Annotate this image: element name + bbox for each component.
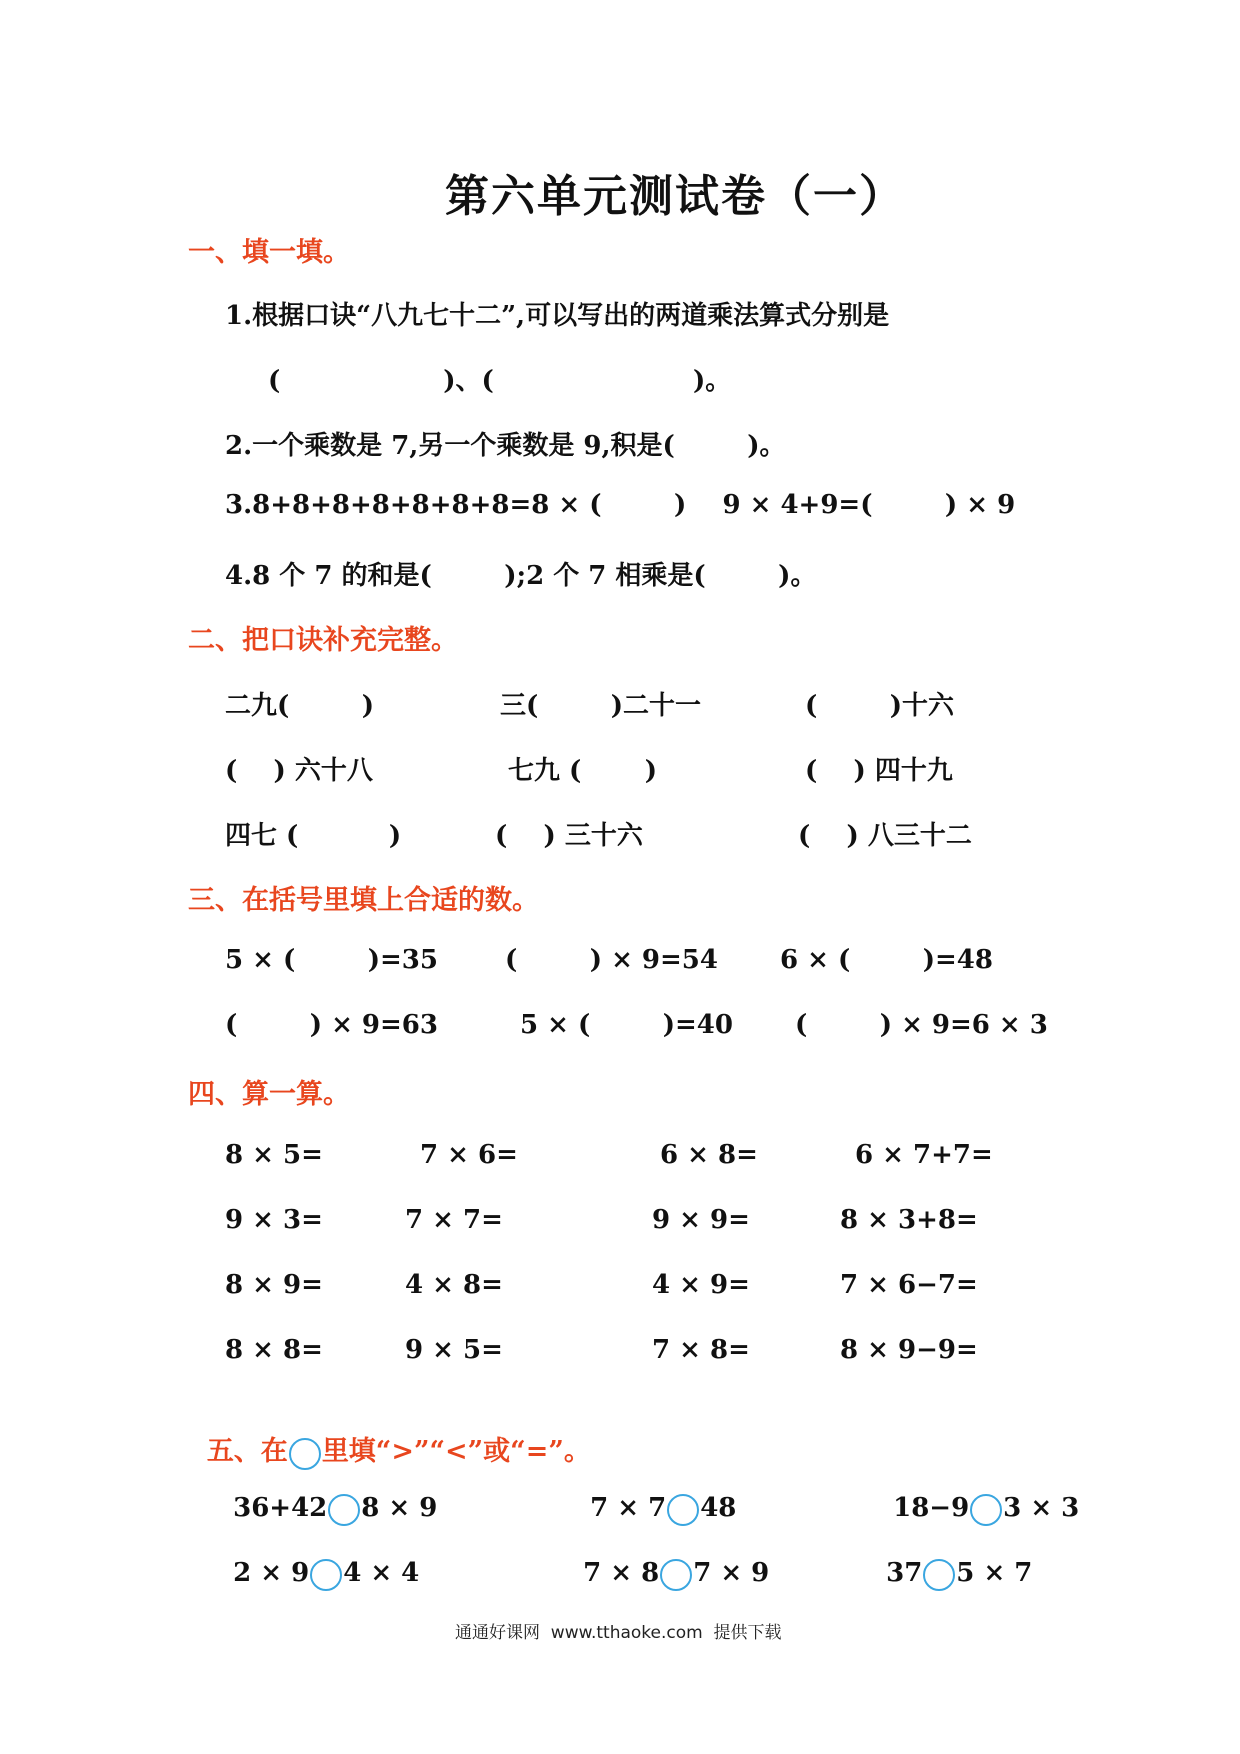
compare-item: [215, 1528, 419, 1591]
rhyme-item: ( ) 六十八: [225, 756, 373, 786]
compare-item: [215, 1463, 437, 1526]
calc-item: 6 × 8=: [660, 1140, 758, 1170]
section-2-heading: 二、把口诀补充完整。: [188, 625, 458, 656]
compare-item: [572, 1463, 736, 1526]
question-1: 1.根据口诀“八九七十二”,可以写出的两道乘法算式分别是: [225, 301, 890, 331]
section-5-heading-post: 里填“>”“<”或“=”。: [321, 1436, 591, 1467]
fill-item: ( ) × 9=54: [505, 945, 718, 975]
rhyme-item: 四七 ( ): [225, 821, 402, 851]
calc-item: 7 × 6−7=: [840, 1270, 978, 1300]
calc-item: 9 × 3=: [225, 1205, 323, 1235]
fill-item: 6 × ( )=48: [780, 945, 993, 975]
compare-circle[interactable]: [667, 1494, 699, 1526]
calc-item: 9 × 5=: [405, 1335, 503, 1365]
rhyme-item: 七九 ( ): [508, 756, 658, 786]
section-5-heading-pre: 五、在: [206, 1436, 288, 1467]
compare-right: 48: [700, 1493, 737, 1523]
section-3-heading: 三、在括号里填上合适的数。: [188, 885, 539, 916]
compare-right: 4 × 4: [343, 1558, 420, 1588]
calc-item: 8 × 9=: [225, 1270, 323, 1300]
section-5-heading: [188, 1398, 591, 1470]
rhyme-item: 二九( ): [225, 691, 375, 721]
calc-item: 8 × 5=: [225, 1140, 323, 1170]
rhyme-item: 三( )二十一: [500, 691, 702, 721]
calc-item: 4 × 9=: [652, 1270, 750, 1300]
compare-circle[interactable]: [923, 1559, 955, 1591]
rhyme-item: ( ) 三十六: [495, 821, 643, 851]
compare-left: 37: [886, 1558, 923, 1588]
calc-item: 7 × 6=: [420, 1140, 518, 1170]
page-title: 第六单元测试卷（一）: [445, 171, 905, 222]
fill-item: 5 × ( )=40: [520, 1010, 733, 1040]
rhyme-item: ( ) 四十九: [805, 756, 953, 786]
question-1-blanks: ( )、( )。: [268, 366, 732, 396]
rhyme-item: ( )十六: [805, 691, 955, 721]
section-4-heading: 四、算一算。: [188, 1079, 350, 1110]
compare-right: 5 × 7: [956, 1558, 1033, 1588]
calc-item: 4 × 8=: [405, 1270, 503, 1300]
fill-item: 5 × ( )=35: [225, 945, 438, 975]
compare-circle[interactable]: [660, 1559, 692, 1591]
fill-item: ( ) × 9=63: [225, 1010, 438, 1040]
compare-circle[interactable]: [970, 1494, 1002, 1526]
calc-item: 8 × 8=: [225, 1335, 323, 1365]
fill-item: ( ) × 9=6 × 3: [795, 1010, 1048, 1040]
calc-item: 8 × 3+8=: [840, 1205, 978, 1235]
calc-item: 7 × 8=: [652, 1335, 750, 1365]
calc-item: 6 × 7+7=: [855, 1140, 993, 1170]
question-2: 2.一个乘数是 7,另一个乘数是 9,积是( )。: [225, 431, 786, 461]
compare-left: 36+42: [233, 1493, 328, 1523]
compare-right: 8 × 9: [361, 1493, 438, 1523]
compare-left: 2 × 9: [233, 1558, 310, 1588]
question-4: 4.8 个 7 的和是( );2 个 7 相乘是( )。: [225, 561, 817, 591]
compare-left: 7 × 8: [583, 1558, 660, 1588]
calc-item: 8 × 9−9=: [840, 1335, 978, 1365]
compare-right: 3 × 3: [1003, 1493, 1080, 1523]
footer-text: 通通好课网 www.tthaoke.com 提供下载: [455, 1623, 782, 1643]
compare-left: 18−9: [893, 1493, 970, 1523]
compare-item: [868, 1528, 1032, 1591]
compare-circle[interactable]: [310, 1559, 342, 1591]
rhyme-item: ( ) 八三十二: [798, 821, 972, 851]
compare-right: 7 × 9: [693, 1558, 770, 1588]
compare-item: [875, 1463, 1079, 1526]
compare-circle[interactable]: [328, 1494, 360, 1526]
section-1-heading: 一、填一填。: [188, 237, 350, 268]
compare-left: 7 × 7: [590, 1493, 667, 1523]
calc-item: 9 × 9=: [652, 1205, 750, 1235]
compare-item: [565, 1528, 769, 1591]
question-3: 3.8+8+8+8+8+8+8=8 × ( ) 9 × 4+9=( ) × 9: [225, 490, 1016, 520]
calc-item: 7 × 7=: [405, 1205, 503, 1235]
